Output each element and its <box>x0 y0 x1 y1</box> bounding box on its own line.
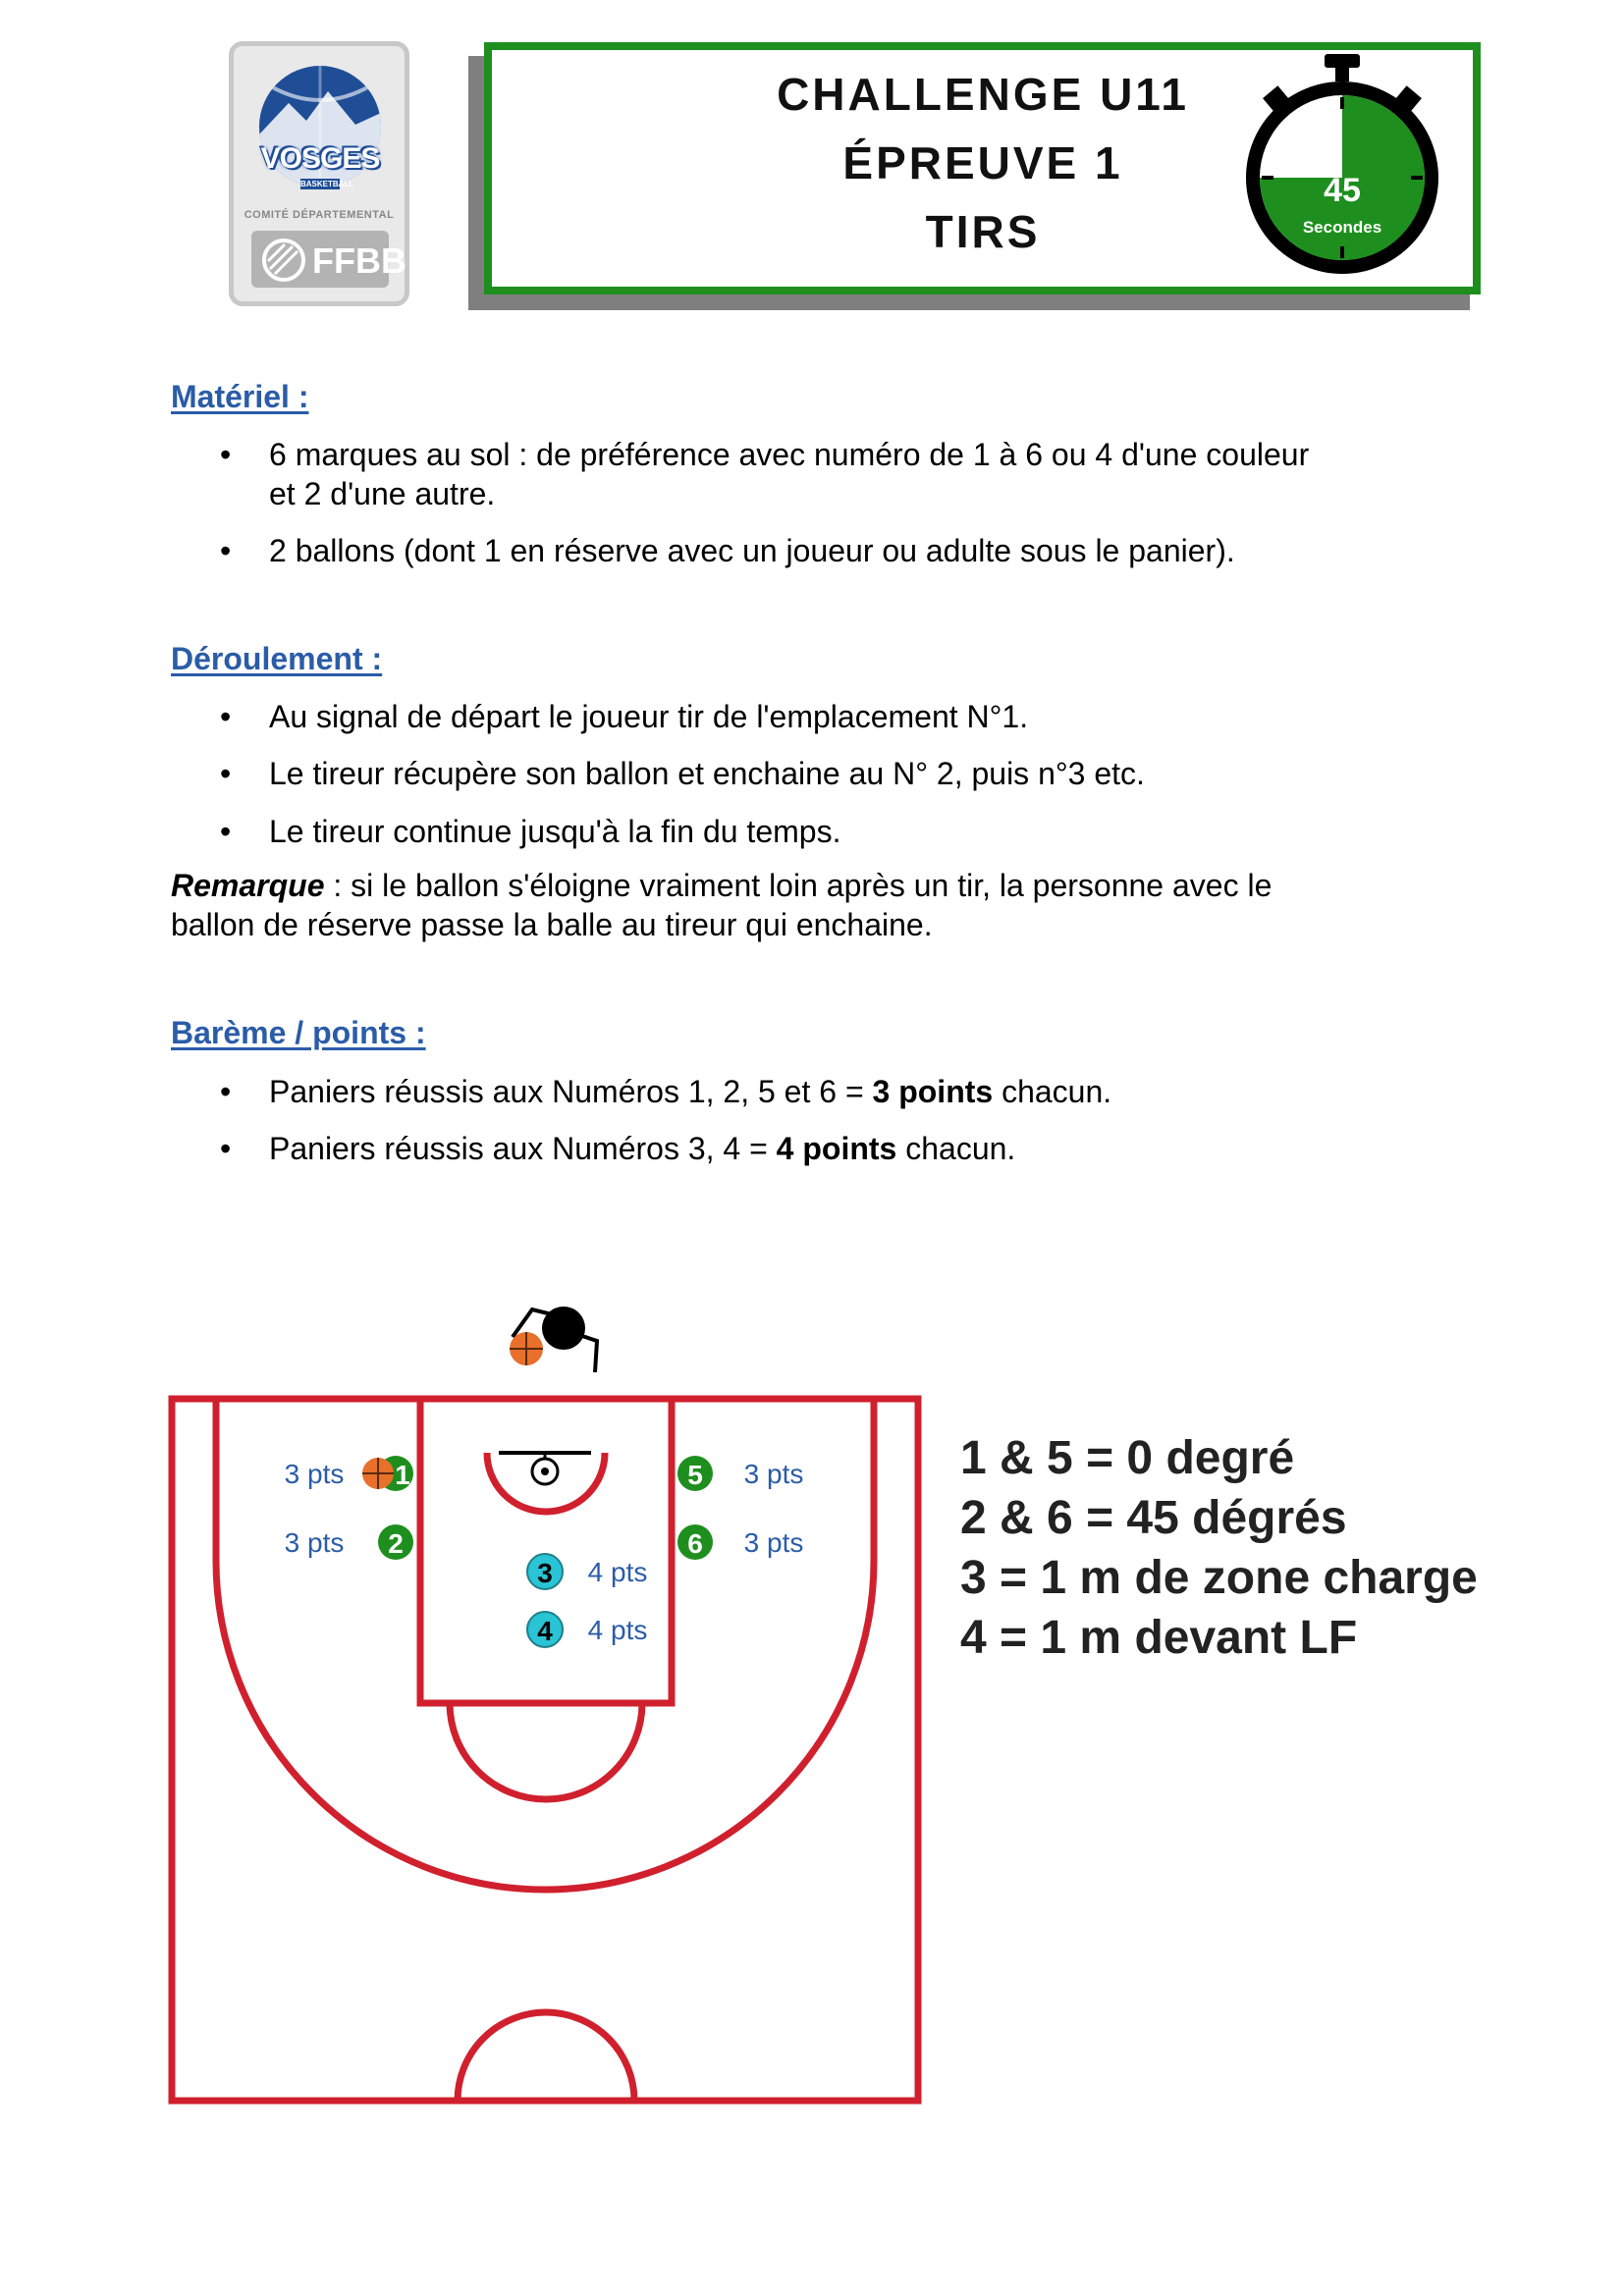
materiel-title: Matériel : <box>171 379 309 414</box>
logo-sub: BASKETBALL <box>300 180 354 188</box>
spot-1 <box>285 1456 413 1491</box>
legend-line-2: 2 & 6 = 45 dégrés <box>960 1492 1347 1544</box>
spot-5-number: 5 <box>687 1460 703 1490</box>
header-title-line3: TIRS <box>925 206 1041 257</box>
bareme-item-1-post: chacun. <box>993 1074 1112 1109</box>
spot-2-points: 3 pts <box>284 1527 345 1558</box>
bullet-icon: • <box>220 756 232 791</box>
spot-3-number: 3 <box>537 1558 553 1588</box>
spot-6-number: 6 <box>687 1528 703 1559</box>
bullet-icon: • <box>220 1074 232 1109</box>
remark-text-2: ballon de réserve passe la balle au tireur qui enchaine. <box>171 907 933 942</box>
deroulement-item-3: Le tireur continue jusqu'à la fin du temps. <box>269 814 841 849</box>
remark <box>171 866 1467 944</box>
legend-line-4: 4 = 1 m devant LF <box>960 1612 1358 1664</box>
bareme-item-2-bold: 4 points <box>776 1131 897 1166</box>
deroulement-item-1: Au signal de départ le joueur tir de l'emplacement N°1. <box>269 699 1029 734</box>
legend-line-1: 1 & 5 = 0 degré <box>960 1432 1295 1484</box>
stopwatch-icon <box>1239 54 1445 280</box>
bareme-title: Barème / points : <box>171 1015 426 1050</box>
legend-line-3: 3 = 1 m de zone charge <box>960 1552 1478 1604</box>
spot-6 <box>677 1524 803 1560</box>
bullet-icon: • <box>220 437 232 472</box>
bullet-icon: • <box>220 699 232 734</box>
bullet-icon: • <box>220 814 232 849</box>
materiel-item-2: 2 ballons (dont 1 en réserve avec un joueur ou adulte sous le panier). <box>269 533 1235 568</box>
bullet-icon: • <box>220 1131 232 1166</box>
deroulement-title: Déroulement : <box>171 641 383 676</box>
spot-4-number: 4 <box>537 1616 553 1646</box>
spot-5-points: 3 pts <box>743 1459 804 1489</box>
remark-text: : si le ballon s'éloigne vraiment loin après un tir, la personne avec le <box>324 868 1272 903</box>
basketball-icon <box>510 1332 543 1365</box>
vosges-basketball-logo <box>229 41 409 306</box>
basketball-court-diagram <box>167 1296 933 2120</box>
spot-1-points: 3 pts <box>284 1459 345 1489</box>
deroulement-item-2: Le tireur récupère son ballon et enchaine au N° 2, puis n°3 etc. <box>269 756 1145 791</box>
remark-label: Remarque <box>171 868 325 903</box>
spot-2 <box>285 1524 413 1560</box>
spot-5 <box>677 1456 803 1491</box>
bareme-item-1-bold: 3 points <box>872 1074 994 1109</box>
timer-value: 45 <box>1324 172 1361 209</box>
header-title-line1: CHALLENGE U11 <box>777 69 1189 120</box>
bareme-item-2-post: chacun. <box>896 1131 1016 1166</box>
spot-3-points: 4 pts <box>587 1557 648 1587</box>
spot-4 <box>527 1612 647 1647</box>
bareme-item-1 <box>269 1072 1487 1111</box>
bareme-item-2 <box>269 1129 1487 1168</box>
spot-2-number: 2 <box>388 1528 404 1559</box>
spot-1-number: 1 <box>395 1460 410 1490</box>
timer-unit: Secondes <box>1302 218 1382 237</box>
ffbb-ball-icon <box>261 238 306 283</box>
header-title-line2: ÉPREUVE 1 <box>842 137 1123 188</box>
logo-name: VOSGES <box>260 142 380 175</box>
ffbb-badge <box>251 231 406 288</box>
spot-6-points: 3 pts <box>743 1527 804 1558</box>
materiel-item-1: 6 marques au sol : de préférence avec numéro de 1 à 6 ou 4 d'une couleur <box>269 437 1310 472</box>
bareme-item-1-pre: Paniers réussis aux Numéros 1, 2, 5 et 6 = <box>269 1074 873 1109</box>
bullet-icon: • <box>220 533 232 568</box>
spot-3 <box>527 1554 647 1589</box>
materiel-item-1-continued: et 2 d'une autre. <box>269 476 496 511</box>
spot-4-points: 4 pts <box>587 1615 648 1645</box>
logo-committee: COMITÉ DÉPARTEMENTAL <box>244 209 395 221</box>
ffbb-text: FFBB <box>312 240 406 281</box>
bareme-item-2-pre: Paniers réussis aux Numéros 3, 4 = <box>269 1131 777 1166</box>
